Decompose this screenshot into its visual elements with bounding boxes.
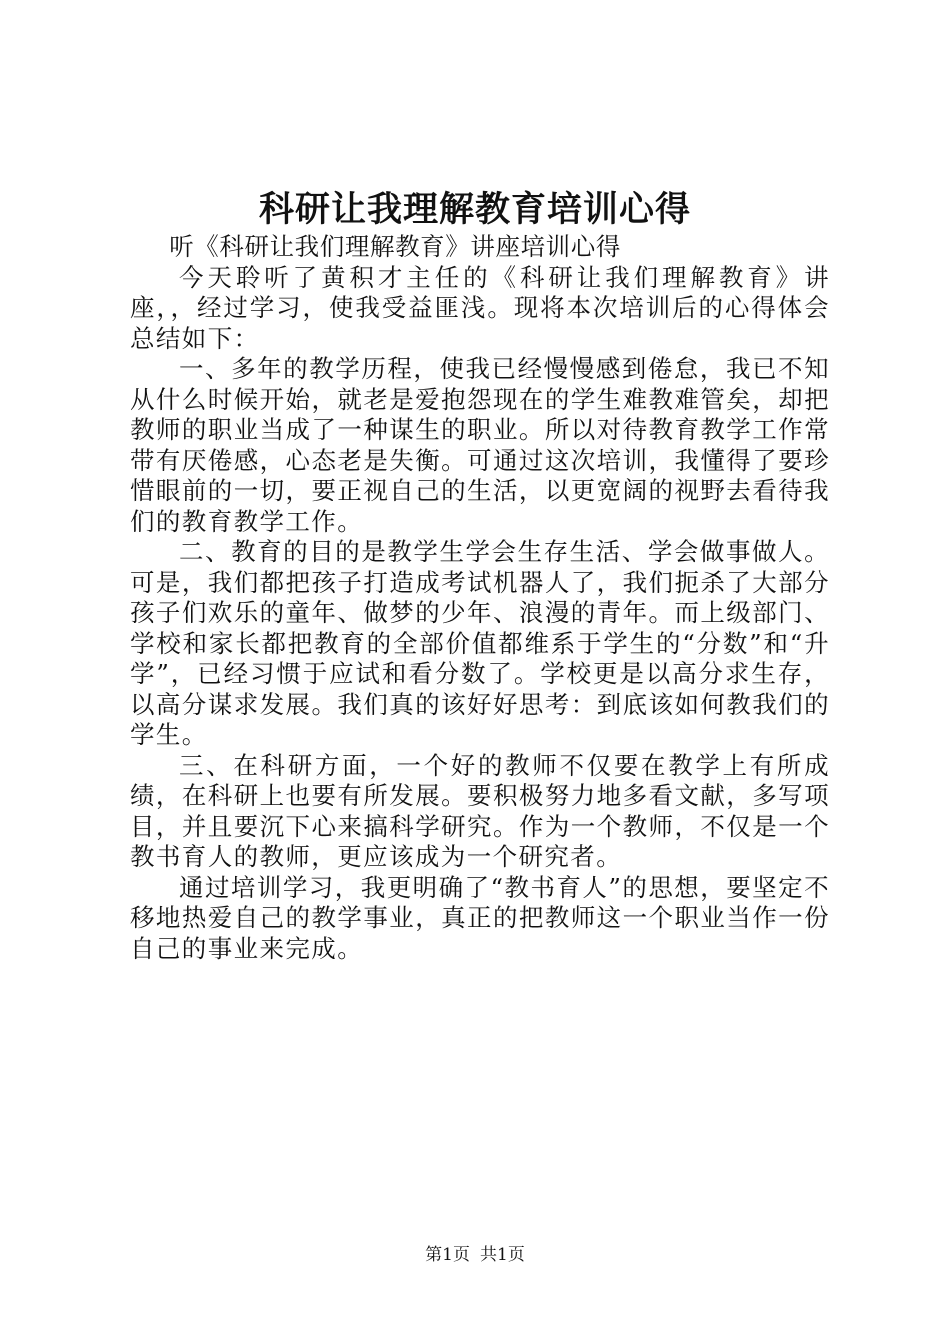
page-number: 第1页	[425, 1245, 470, 1265]
paragraph-point-1: 一、多年的教学历程，使我已经慢慢感到倦怠，我已不知从什么时候开始，就老是爱抱怨现在的学生难教难管矣，却把教师的职业当成了一种谋生的职业。所以对待教育教学工作常带有厌倦感，心态老是失衡。可通过这次培训，我懂得了要珍惜眼前的一切，要正视自己的生活，以更宽阔的视野去看待我们的教育教学工作。	[130, 354, 830, 536]
document-subtitle: 听《科研让我们理解教育》讲座培训心得	[169, 232, 621, 261]
page-footer	[0, 1242, 950, 1268]
paragraph-intro: 今天聆听了黄积才主任的《科研让我们理解教育》讲座，，经过学习，使我受益匪浅。现将本次培训后的心得体会总结如下：	[130, 262, 830, 353]
paragraph-point-3: 三、在科研方面，一个好的教师不仅要在教学上有所成绩，在科研上也要有所发展。要积极努力地多看文献，多写项目，并且要沉下心来搞科学研究。作为一个教师，不仅是一个教书育人的教师，更应该成为一个研究者。	[130, 750, 830, 871]
page-total: 共1页	[480, 1245, 525, 1265]
document-body	[130, 232, 830, 964]
document-title: 科研让我理解教育培训心得	[258, 189, 691, 230]
paragraph-conclusion: 通过培训学习，我更明确了“教书育人”的思想，要坚定不移地热爱自己的教学事业，真正的把教师这一个职业当作一份自己的事业来完成。	[130, 872, 830, 963]
paragraph-point-2: 二、教育的目的是教学生学会生存生活、学会做事做人。可是，我们都把孩子打造成考试机器人了，我们扼杀了大部分孩子们欢乐的童年、做梦的少年、浪漫的青年。而上级部门、学校和家长都把教育的全部价值都维系于学生的“分数”和“升学”，已经习惯于应试和看分数了。学校更是以高分求生存，以高分谋求发展。我们真的该好好思考：到底该如何教我们的学生。	[130, 537, 830, 749]
